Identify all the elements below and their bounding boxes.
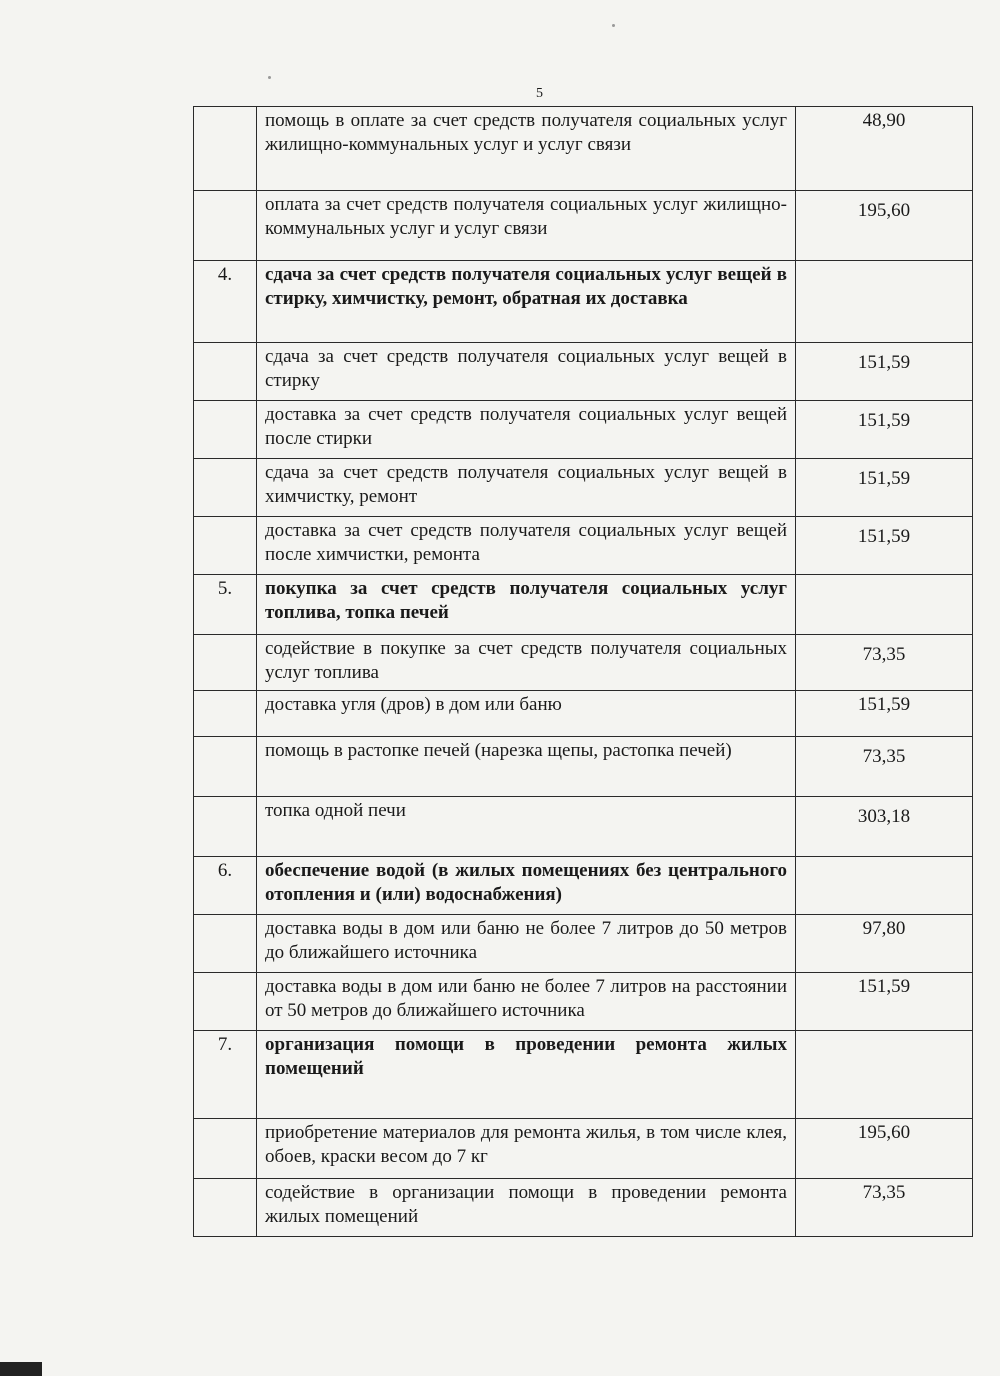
section-row	[194, 261, 973, 343]
price-cell: 73,35	[796, 1179, 973, 1237]
row-number-cell	[194, 797, 257, 857]
row-number-cell	[194, 635, 257, 691]
table-row	[194, 691, 973, 737]
table-row	[194, 401, 973, 459]
price-cell: 195,60	[796, 1119, 973, 1179]
service-name-cell: помощь в растопке печей (нарезка щепы, растопка печей)	[257, 737, 796, 797]
table-row	[194, 797, 973, 857]
row-number-cell	[194, 737, 257, 797]
table-row	[194, 459, 973, 517]
row-number-cell	[194, 973, 257, 1031]
price-cell: 48,90	[796, 107, 973, 191]
service-name-cell: сдача за счет средств получателя социальных услуг вещей в стирку	[257, 343, 796, 401]
service-name-cell: содействие в организации помощи в проведении ремонта жилых помещений	[257, 1179, 796, 1237]
price-cell	[796, 1031, 973, 1119]
table-row	[194, 635, 973, 691]
table-row	[194, 737, 973, 797]
table-body	[194, 107, 973, 1237]
section-title-cell: организация помощи в проведении ремонта жилых помещений	[257, 1031, 796, 1119]
row-number-cell	[194, 915, 257, 973]
price-cell	[796, 261, 973, 343]
row-number-cell	[194, 459, 257, 517]
row-number-cell	[194, 517, 257, 575]
row-number-cell: 6.	[194, 857, 257, 915]
row-number-cell	[194, 1179, 257, 1237]
service-name-cell: доставка воды в дом или баню не более 7 литров на расстоянии от 50 метров до ближайшего источника	[257, 973, 796, 1031]
row-number-cell	[194, 1119, 257, 1179]
section-title-cell: обеспечение водой (в жилых помещениях без центрального отопления и (или) водоснабжения)	[257, 857, 796, 915]
table-row	[194, 517, 973, 575]
price-cell: 97,80	[796, 915, 973, 973]
price-cell: 151,59	[796, 691, 973, 737]
table-row	[194, 915, 973, 973]
service-name-cell: оплата за счет средств получателя социальных услуг жилищно-коммунальных услуг и услуг связи	[257, 191, 796, 261]
section-row	[194, 575, 973, 635]
section-row	[194, 1031, 973, 1119]
price-cell: 303,18	[796, 797, 973, 857]
price-cell	[796, 575, 973, 635]
section-row	[194, 857, 973, 915]
service-name-cell: топка одной печи	[257, 797, 796, 857]
section-title-cell: сдача за счет средств получателя социальных услуг вещей в стирку, химчистку, ремонт, обратная их доставка	[257, 261, 796, 343]
price-cell: 73,35	[796, 737, 973, 797]
row-number-cell: 7.	[194, 1031, 257, 1119]
scan-speck	[268, 76, 271, 79]
service-name-cell: помощь в оплате за счет средств получателя социальных услуг жилищно-коммунальных услуг и услуг связи	[257, 107, 796, 191]
section-title-cell: покупка за счет средств получателя социальных услуг топлива, топка печей	[257, 575, 796, 635]
service-name-cell: содействие в покупке за счет средств получателя социальных услуг топлива	[257, 635, 796, 691]
row-number-cell	[194, 343, 257, 401]
price-cell: 151,59	[796, 517, 973, 575]
scan-edge-mark	[0, 1362, 42, 1376]
row-number-cell	[194, 401, 257, 459]
table-row	[194, 191, 973, 261]
service-name-cell: доставка угля (дров) в дом или баню	[257, 691, 796, 737]
price-cell: 195,60	[796, 191, 973, 261]
row-number-cell	[194, 107, 257, 191]
price-cell: 151,59	[796, 401, 973, 459]
table-row	[194, 1119, 973, 1179]
table-row	[194, 1179, 973, 1237]
scan-speck	[612, 24, 615, 27]
price-cell: 151,59	[796, 459, 973, 517]
table-row	[194, 107, 973, 191]
row-number-cell	[194, 691, 257, 737]
services-price-table	[193, 106, 973, 1237]
service-name-cell: доставка за счет средств получателя социальных услуг вещей после стирки	[257, 401, 796, 459]
row-number-cell	[194, 191, 257, 261]
table-row	[194, 973, 973, 1031]
service-name-cell: сдача за счет средств получателя социальных услуг вещей в химчистку, ремонт	[257, 459, 796, 517]
service-name-cell: доставка воды в дом или баню не более 7 литров до 50 метров до ближайшего источника	[257, 915, 796, 973]
page-number: 5	[536, 86, 543, 101]
service-name-cell: приобретение материалов для ремонта жилья, в том числе клея, обоев, краски весом до 7 кг	[257, 1119, 796, 1179]
table-row	[194, 343, 973, 401]
price-cell	[796, 857, 973, 915]
price-cell: 151,59	[796, 343, 973, 401]
row-number-cell: 5.	[194, 575, 257, 635]
row-number-cell: 4.	[194, 261, 257, 343]
price-cell: 73,35	[796, 635, 973, 691]
service-name-cell: доставка за счет средств получателя социальных услуг вещей после химчистки, ремонта	[257, 517, 796, 575]
price-cell: 151,59	[796, 973, 973, 1031]
